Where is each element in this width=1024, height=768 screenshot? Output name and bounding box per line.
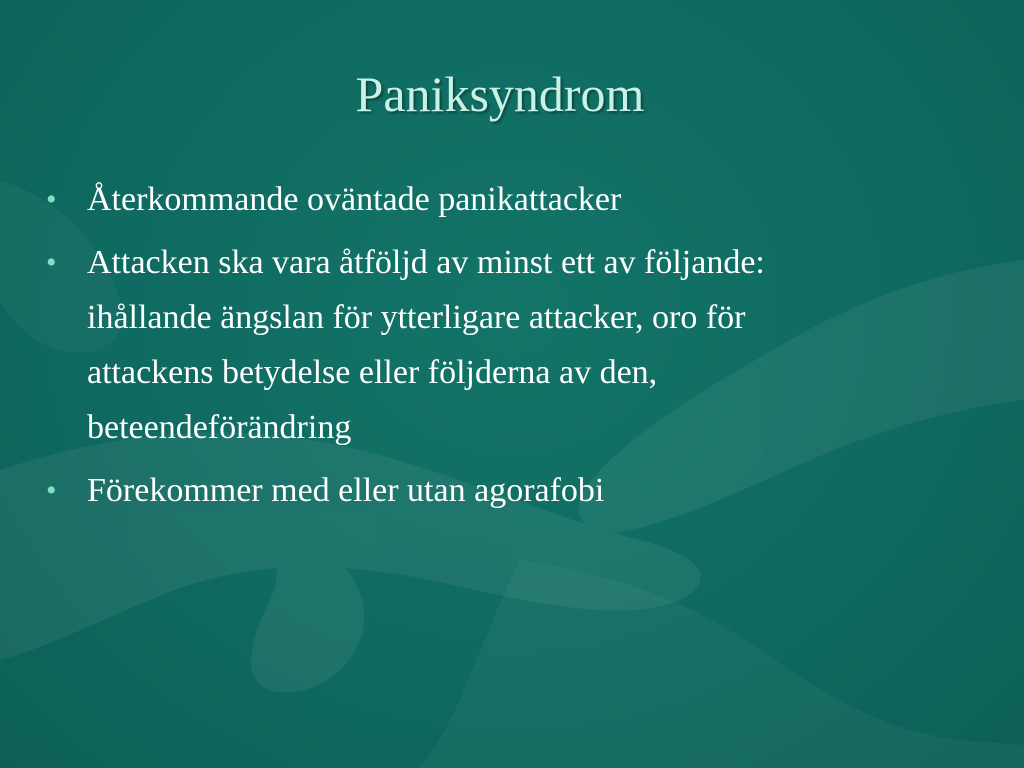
- bullet-text: Återkommande oväntade panikattacker: [87, 181, 622, 218]
- list-item: [42, 463, 822, 518]
- bullet-text: Förekommer med eller utan agorafobi: [87, 472, 605, 509]
- bullet-text: Attacken ska vara åtföljd av minst ett av följande: ihållande ängslan för ytterligare attacker, oro för attackens betydelse eller följderna av den, beteendeförändring: [87, 244, 765, 446]
- slide-title: Paniksyndrom: [355, 66, 645, 122]
- list-item: [42, 235, 822, 455]
- bullet-list: [42, 172, 822, 526]
- bullet-marker: •: [46, 183, 57, 216]
- bullet-marker: •: [46, 474, 57, 507]
- list-item: [42, 172, 822, 227]
- bullet-marker: •: [46, 246, 57, 279]
